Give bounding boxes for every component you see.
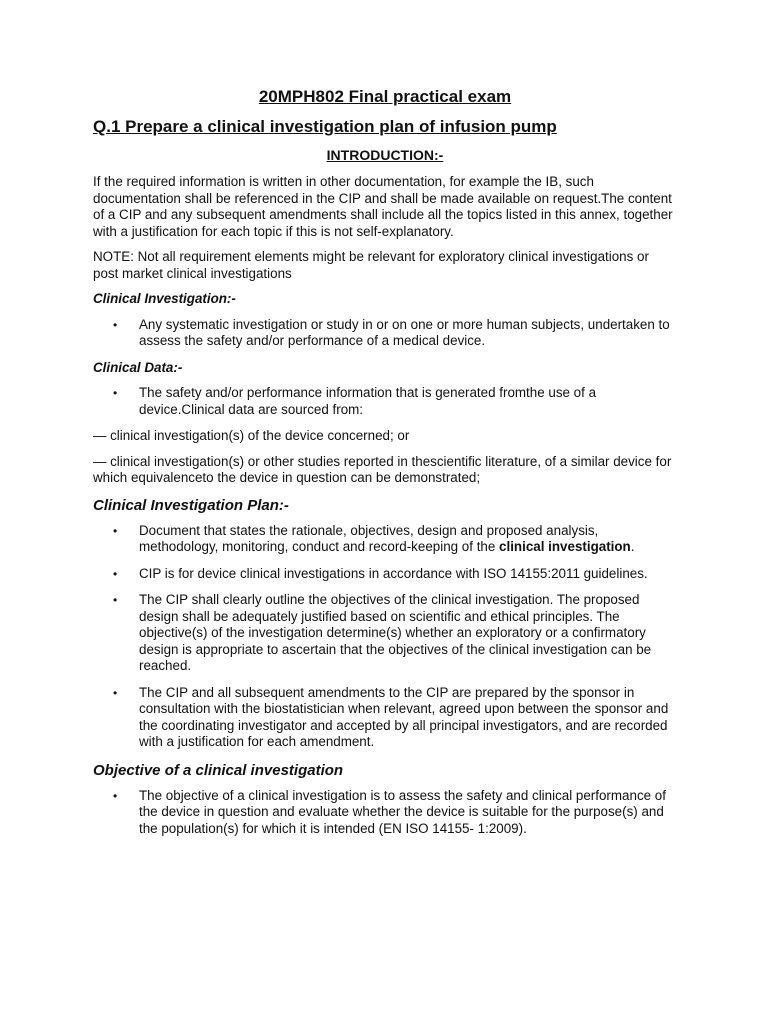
bullet-icon: • [113,386,118,400]
list-item [93,788,677,838]
clinical-data-list [93,385,677,418]
intro-paragraph: If the required information is written in other documentation, for example the IB, such documentation shall be referenced in the CIP and shall be made available on request.The content of a CIP and any subsequent amendments shall include all the topics listed in this annex, together with a justification for each topic if this is not self-explanatory. [93,174,673,239]
clinical-investigation-heading: Clinical Investigation:- [93,291,236,306]
list-item-text: The objective of a clinical investigation is to assess the safety and clinical performance of the device in question and evaluate whether the device is suitable for the purpose(s) and the population(s) for which it is intended (EN ISO 14155- 1:2009). [139,787,666,836]
objective-list [93,788,677,838]
list-item [93,566,677,583]
list-item-text: The CIP and all subsequent amendments to the CIP are prepared by the sponsor in consultation with the biostatistician when relevant, agreed upon between the sponsor and the coordinating investigator and accepted by all principal investigators, and are recorded with a justification for each amendment. [139,684,669,749]
bullet-icon: • [113,317,118,332]
document-title: 20MPH802 Final practical exam [258,87,512,106]
clinical-data-source-1: — clinical investigation(s) of the device concerned; or [93,428,410,443]
list-item-text: CIP is for device clinical investigations in accordance with ISO 14155:2011 guidelines. [139,565,648,581]
clinical-investigation-list [93,317,677,350]
bullet-icon: • [113,788,118,803]
clinical-data-source-2: — clinical investigation(s) or other studies reported in thescientific literature, of a similar device for which equivalenceto the device in question can be demonstrated; [93,453,672,485]
list-item [93,317,677,350]
clinical-investigation-plan-heading: Clinical Investigation Plan:- [93,496,289,514]
bullet-icon: • [113,523,118,538]
introduction-heading: INTRODUCTION:- [326,147,444,163]
bullet-icon: • [113,593,118,607]
bold-term: clinical investigation [499,539,631,554]
list-item [93,523,677,556]
objective-heading: Objective of a clinical investigation [93,761,344,779]
clinical-investigation-plan-list [93,523,677,751]
list-item [93,592,677,675]
list-item-text: Any systematic investigation or study in or on one or more human subjects, undertaken to assess the safety and/or performance of a medical device. [139,316,670,348]
list-item [93,385,677,418]
note-paragraph: NOTE: Not all requirement elements might be relevant for exploratory clinical investigations or post market clinical investigations [93,249,649,281]
question-heading: Q.1 Prepare a clinical investigation plan of infusion pump [93,117,557,136]
list-item [93,685,677,751]
clinical-data-heading: Clinical Data:- [93,359,183,375]
bullet-icon: • [113,566,118,581]
document-body [93,86,677,847]
list-item-text-end: . [630,539,635,554]
list-item-text: The safety and/or performance information that is generated fromthe use of a device.Clinical data are sourced from: [139,385,597,417]
list-item-text: Document that states the rationale, objectives, design and proposed analysis, methodology, monitoring, conduct and record-keeping of the [139,522,599,554]
list-item-text: The CIP shall clearly outline the objectives of the clinical investigation. The proposed design shall be adequately justified based on scientific and ethical principles. The objective(s) of the investigation determine(s) whether an exploratory or a confirmatory design is appropriate to ascertain that the objectives of the clinical investigation can be reached. [139,592,652,673]
bullet-icon: • [113,685,118,700]
